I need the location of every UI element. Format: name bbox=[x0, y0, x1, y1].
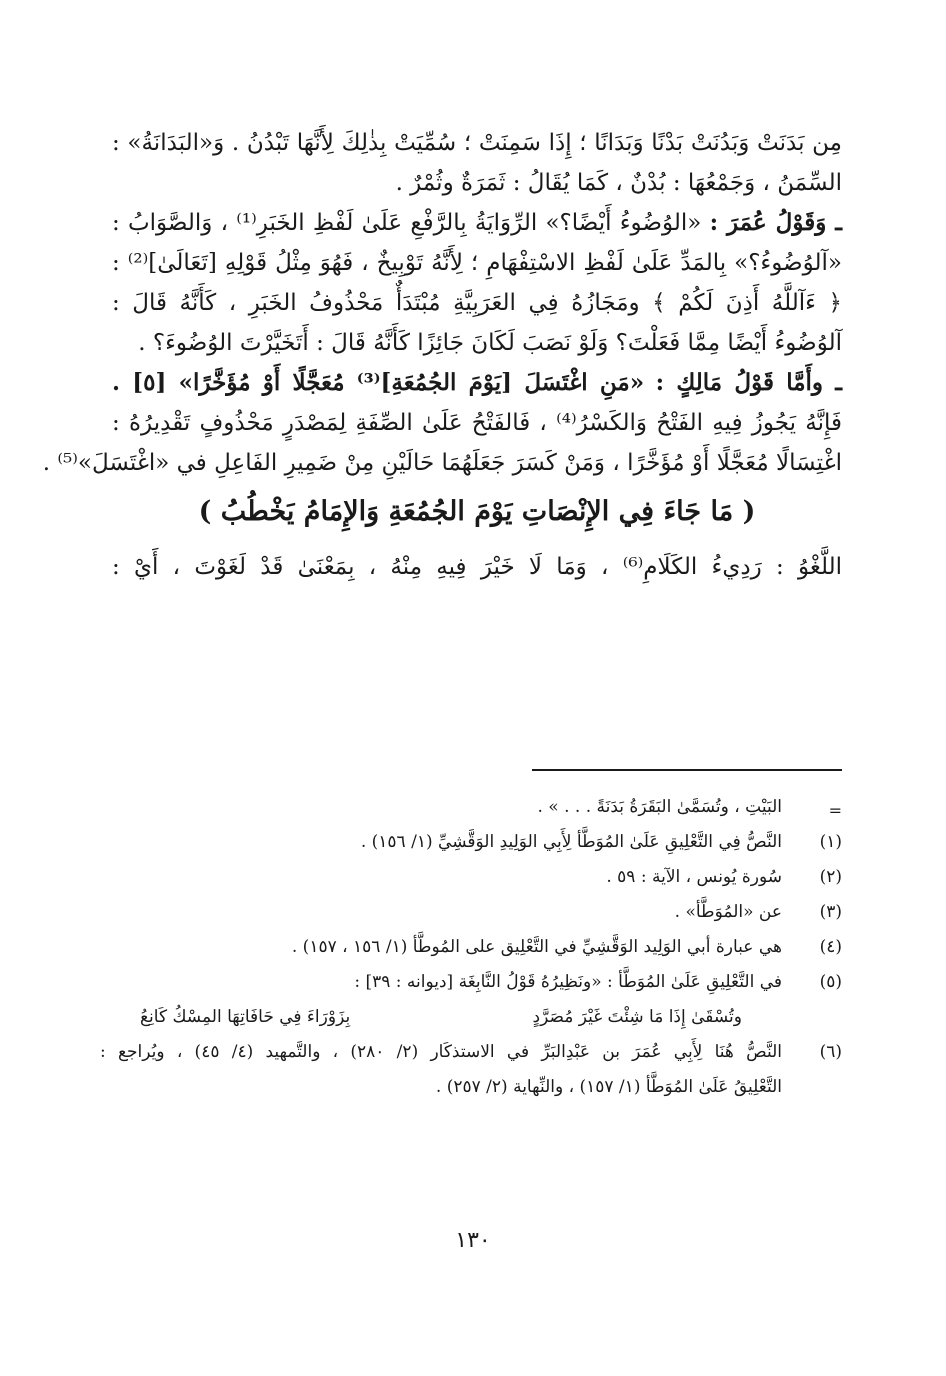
text-span: «مَنِ اغْتَسَلَ [يَوْمَ الجُمُعَةِ]⁽³⁾ مُعَجَّلًا أَوْ مُؤَخَّرًا» [٥] . bbox=[112, 369, 645, 396]
footnote bbox=[100, 865, 842, 889]
text-line: مِن بَدَنَتْ وَبَدُنَتْ بَدْنًا وَبَدَانًا ؛ إِذَا سَمِنَتْ ؛ سُمِّيَتْ بِذٰلِكَ لِأَنَّهَا تَبْدُنُ . وَ«البَدَانَةُ» : bbox=[112, 130, 842, 156]
text-line: فَإِنَّهُ يَجُوزُ فِيهِ الفَتْحُ وَالكَسْرُ⁽⁴⁾ ، فَالفَتْحُ عَلَىٰ الصِّفَةِ لِمَصْدَرٍ مَحْذُوفٍ تَقْدِيرُهُ : bbox=[112, 410, 842, 436]
main-text bbox=[42, 128, 843, 592]
footnote-text: عن «المُوَطَّأ» . bbox=[674, 902, 782, 922]
paragraph-lead: ـ وَقَوْلُ عُمَرَ : bbox=[709, 209, 843, 236]
text-span: «الوُضُوءُ أَيْضًا؟» الرِّوَايَةُ بِالرَّفْعِ عَلَىٰ لَفْظِ الخَبَرِ⁽¹⁾ ، وَالصَّوَابُ : bbox=[112, 210, 702, 236]
footnote-continuation: البَيْتِ ، وتُسَمَّىٰ البَقَرَةُ بَدَنَةً . . . » . bbox=[537, 797, 782, 817]
footnote bbox=[100, 900, 842, 924]
text-line: اللَّغْوُ : رَدِيءُ الكَلَامِ⁽⁶⁾ ، وَمَا لَا خَيْرَ فِيهِ مِنْهُ ، بِمَعْنَىٰ قَدْ لَغَوْتَ ، أَيْ : bbox=[112, 554, 842, 580]
footnote-number: (٦) bbox=[819, 1042, 842, 1062]
footnote-text: في التَّعْلِيقِ عَلَىٰ المُوَطَّأ : «ونَظِيرُهُ قَوْلُ النَّابِغَة [ديوانه : ٣٩] : bbox=[354, 972, 782, 992]
text-line bbox=[112, 368, 842, 408]
footnote bbox=[100, 830, 842, 854]
text-line bbox=[112, 208, 842, 248]
footnote-text: النَّصُّ فِي التَّعْلِيقِ عَلَىٰ المُوَطَّأ لِأَبِي الوَلِيدِ الوَقَّشِيِّ (١/ ١٥٦) . bbox=[360, 832, 782, 852]
text-line: آلوُضُوءُ أَيْضًا مِمَّا فَعَلْتَ؟ وَلَوْ نَصَبَ لَكَانَ جَائِزًا كَأَنَّهُ قَالَ : أَتَخَيَّرْتَ الوُضُوءَ؟ . bbox=[138, 330, 842, 356]
footnote bbox=[100, 1040, 842, 1064]
text-line: ﴿ ءَآللَّهُ أَذِنَ لَكُمْ ﴾ ومَجَازُهُ فِي العَرَبِيَّةِ مُبْتَدَأٌ مَحْذُوفُ الخَبَرِ ، كَأَنَّهُ قَالَ : bbox=[112, 290, 842, 316]
footnote-number: (٥) bbox=[819, 972, 842, 992]
footnote-text: التَّعْلِيقُ عَلَىٰ المُوَطَّأ (١/ ١٥٧) ، والنِّهاية (٢/ ٢٥٧) . bbox=[435, 1077, 782, 1097]
footnote-text: سُورة يُونس ، الآية : ٥٩ . bbox=[606, 867, 782, 887]
footnote-text: النَّصُّ هُنَا لِأَبِي عُمَرَ بن عَبْدِالبَرِّ في الاستذكَار (٢/ ٢٨٠) ، والتَّمهيد (٤/ ٤٥) ، ويُراجع : bbox=[100, 1042, 782, 1062]
footnote-number: (١) bbox=[819, 832, 842, 852]
footnote-number: (٤) bbox=[819, 937, 842, 957]
footnote-number: (٢) bbox=[819, 867, 842, 887]
page-number: ١٣٠ bbox=[455, 1228, 491, 1253]
text-line: اغْتِسَالًا مُعَجَّلًا أَوْ مُؤَخَّرًا ، وَمَنْ كَسَرَ جَعَلَهُمَا حَالَيْنِ مِنْ ضَمِيرِ الفَاعِلِ في «اغْتَسَلَ»⁽⁵⁾ . bbox=[42, 450, 842, 476]
footnote-continuation bbox=[100, 1075, 842, 1099]
paragraph-lead: ـ وأَمَّا قَوْلُ مَالِكٍ : bbox=[655, 369, 843, 396]
text-line: السِّمَنُ ، وَجَمْعُهَا : بُدْنٌ ، كَمَا يُقَالُ : ثَمَرَةٌ وثُمْرٌ . bbox=[395, 170, 842, 196]
verse-hemistich: وتُسْقَىٰ إِذَا مَا شِئْتَ غَيْرَ مُصَرَّدٍ bbox=[532, 1007, 742, 1027]
footnote-number: (٣) bbox=[819, 902, 842, 922]
footnotes bbox=[100, 795, 842, 1110]
footnote bbox=[100, 970, 842, 994]
text-line: «آلوُضُوءُ؟» بِالمَدِّ عَلَىٰ لَفْظِ الاسْتِفْهَامِ ؛ لِأَنَّهُ تَوْبِيخٌ ، فَهُوَ مِثْلُ قَوْلِهِ [تَعَالَىٰ]⁽²⁾ : bbox=[112, 250, 842, 276]
footnote-text: هي عبارة أبي الوَلِيد الوَقَّشِيِّ في التَّعْلِيق على المُوطَّأ (١/ ١٥٦ ، ١٥٧) . bbox=[291, 937, 782, 957]
section-heading: ( مَا جَاءَ فِي الإِنْصَاتِ يَوْمَ الجُمُعَةِ وَالإِمَامُ يَخْطُبُ ) bbox=[198, 496, 756, 527]
verse-hemistich: بِزَوْرَاءَ فِي حَافَاتِهَا المِسْكُ كَانِعُ bbox=[140, 1007, 351, 1027]
continuation-mark: = bbox=[828, 801, 842, 820]
footnote bbox=[100, 935, 842, 959]
poetry-verse bbox=[100, 1005, 842, 1029]
footnote-divider bbox=[532, 769, 842, 771]
